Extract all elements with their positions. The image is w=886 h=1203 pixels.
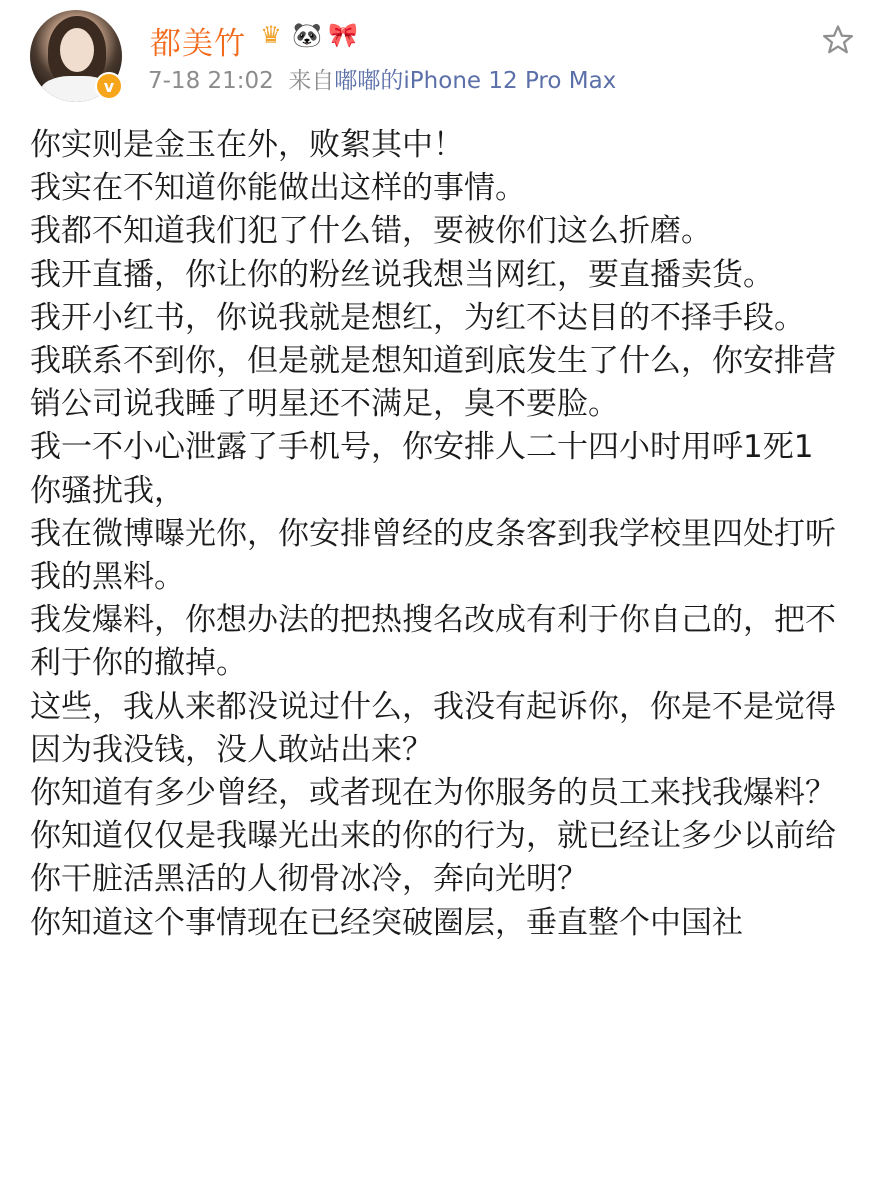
post-paragraph: 这些，我从来都没说过什么，我没有起诉你，你是不是觉得因为我没钱，没人敢站出来？ — [30, 688, 836, 768]
post-paragraph: 我发爆料，你想办法的把热搜名改成有利于你自己的，把不利于你的撤掉。 — [30, 602, 836, 682]
post-paragraph: 我实在不知道你能做出这样的事情。 — [30, 170, 526, 207]
post-header — [0, 0, 886, 112]
post-timestamp: 7-18 21:02 — [148, 68, 274, 94]
favorite-button[interactable] — [818, 20, 858, 60]
avatar-face — [60, 28, 94, 72]
verified-icon: v — [95, 72, 123, 100]
post-paragraph: 你知道仅仅是我曝光出来的你的行为，就已经让多少以前给你干脏活黑活的人彻骨冰冷，奔向光明？ — [30, 818, 836, 898]
post-source-device[interactable]: 嘟嘟的iPhone 12 Pro Max — [334, 68, 617, 94]
star-icon — [821, 23, 855, 57]
post-paragraph: 你知道有多少曾经，或者现在为你服务的员工来找我爆料？ — [30, 775, 836, 812]
username[interactable]: 都美竹 — [150, 26, 246, 62]
post-body — [30, 124, 840, 945]
crown-icon[interactable]: ♛ — [260, 21, 282, 49]
ribbon-icon[interactable]: 🎀 — [328, 21, 358, 49]
post-paragraph: 你知道这个事情现在已经突破圈层，垂直整个中国社 — [30, 904, 743, 941]
post-paragraph: 我一不小心泄露了手机号，你安排人二十四小时用呼1死1你骚扰我， — [30, 429, 814, 509]
post-paragraph: 我联系不到你，但是就是想知道到底发生了什么，你安排营销公司说我睡了明星还不满足，臭不要脸。 — [30, 343, 836, 423]
post-paragraph: 你实则是金玉在外，败絮其中！ — [30, 127, 464, 163]
post-paragraph: 我开小红书，你说我就是想红，为红不达目的不择手段。 — [30, 299, 805, 336]
post-source-prefix: 来自 — [288, 68, 335, 94]
panda-icon[interactable]: 🐼 — [292, 21, 322, 49]
post-paragraph: 我在微博曝光你，你安排曾经的皮条客到我学校里四处打听我的黑料。 — [30, 515, 836, 596]
post-meta — [148, 62, 616, 95]
post-paragraph: 我都不知道我们犯了什么错，要被你们这么折磨。 — [30, 213, 712, 250]
user-badges — [256, 20, 358, 50]
post-paragraph: 我开直播，你让你的粉丝说我想当网红，要直播卖货。 — [30, 256, 774, 293]
